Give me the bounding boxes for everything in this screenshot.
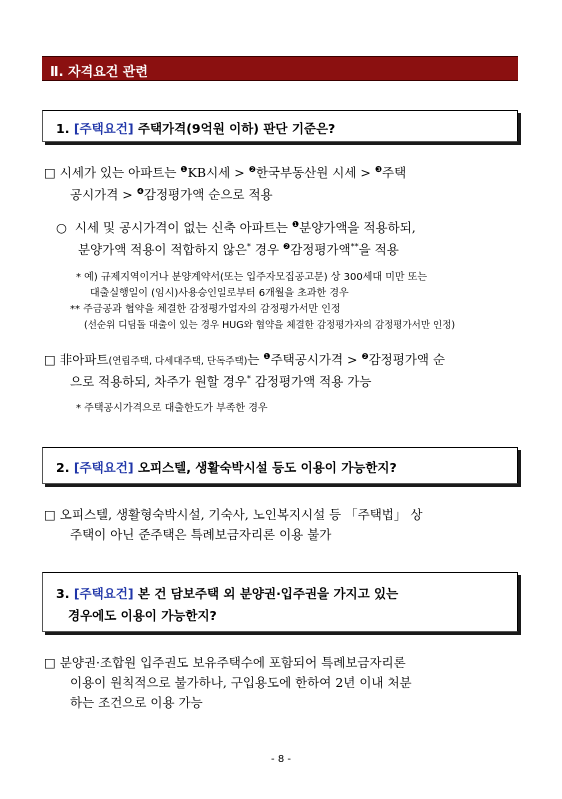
text-span: 공시가격 > [70,187,137,202]
circled-number: ❹ [136,187,144,196]
section-title: Ⅱ. 자격요건 관련 [42,56,518,81]
text-span: 주택 [382,165,407,180]
q1-sub-bullet [56,218,518,262]
question-box-1 [42,110,518,142]
question-tag: [주택요건] [73,586,134,601]
q3-answer [44,653,518,713]
text-span: 시세 및 공시가격이 없는 신축 아파트는 [74,220,292,235]
circled-number: ❶ [263,352,271,361]
circled-number: ❷ [248,165,256,174]
text-span: 분양권·조합원 입주권도 보유주택수에 포함되어 특례보금자리론 [59,655,406,670]
question-box-2 [42,447,518,484]
footnote-1: * 예) 규제지역이거나 분양계약서(또는 입주자모집공고문) 상 300세대 미만 또는 [76,272,428,283]
footnote-2-cont: (선순위 디딤돌 대출이 있는 경우 HUG와 협약을 체결한 감정평가자의 감정평가서만 인정) [84,320,456,331]
question-text-line1: 본 건 담보주택 외 분양권·입주권을 가지고 있는 [137,586,399,601]
q1-bullet-1 [44,163,518,207]
q2-answer [44,505,518,545]
footnote-star: * [246,374,251,383]
checkbox-bullet: □ [44,352,56,367]
checkbox-bullet: □ [44,655,56,670]
footnote-3: * 주택공시가격으로 대출한도가 부족한 경우 [76,403,268,414]
footnote-2: ** 주금공과 협약을 체결한 감정평가업자의 감정평가서만 인정 [70,304,341,315]
text-span: 분양가액을 적용하되, [299,220,416,235]
text-span: 시세가 있는 아파트는 [59,165,181,180]
question-tag: [주택요건] [73,460,134,475]
question-text-line2: 경우에도 이용이 가능한지? [68,608,217,623]
text-span: 분양가액 적용이 적합하지 않은 [78,242,247,257]
text-span: 으로 적용하되, 차주가 원할 경우 [70,374,247,389]
circled-number: ❶ [291,220,300,229]
text-span: 이용이 원칙적으로 불가하나, 구입용도에 한하여 2년 이내 처분 [70,675,412,690]
footnote-star: ** [350,242,359,251]
checkbox-bullet: □ [44,165,56,180]
text-span: KB시세 > [187,165,249,180]
text-span: 감정평가액 [290,242,351,257]
text-span: 경우 [250,242,284,257]
text-span: 주택공시가격 > [270,352,362,367]
text-span: 한국부동산원 시세 > [255,165,375,180]
question-number: 2. [56,460,70,475]
page-number: - 8 - [271,754,291,765]
question-box-3 [42,572,518,632]
text-span: 주택이 아닌 준주택은 특례보금자리론 이용 불가 [70,527,332,542]
footnote-star: * [246,242,251,251]
circle-bullet: ○ [56,220,67,235]
text-span: 하는 조건으로 이용 가능 [70,695,203,710]
text-span: 감정평가액 순으로 적용 [143,187,273,202]
q1-bullet-2 [44,350,518,394]
question-number: 1. [56,121,70,136]
text-span: 감정평가액 순 [368,352,446,367]
question-text: 오피스텔, 생활숙박시설 등도 이용이 가능한지? [137,460,397,475]
circled-number: ❷ [361,352,369,361]
footnote-1-cont: 대출실행일이 (임시)사용승인일로부터 6개월을 초과한 경우 [90,288,349,299]
text-span: (연립주택, 다세대주택, 단독주택) [108,356,248,367]
question-tag: [주택요건] [73,121,134,136]
checkbox-bullet: □ [44,507,56,522]
text-span: 감정평가액 적용 가능 [250,374,372,389]
question-text: 주택가격(9억원 이하) 판단 기준은? [137,121,336,136]
text-span: 오피스텔, 생활형숙박시설, 기숙사, 노인복지시설 등 「주택법」 상 [59,507,423,522]
text-span: 을 적용 [358,242,399,257]
question-number: 3. [56,586,70,601]
text-span: 非아파트 [59,352,109,367]
circled-number: ❶ [180,165,188,174]
circled-number: ❸ [374,165,383,174]
text-span: 는 [247,352,264,367]
circled-number: ❷ [283,242,291,251]
